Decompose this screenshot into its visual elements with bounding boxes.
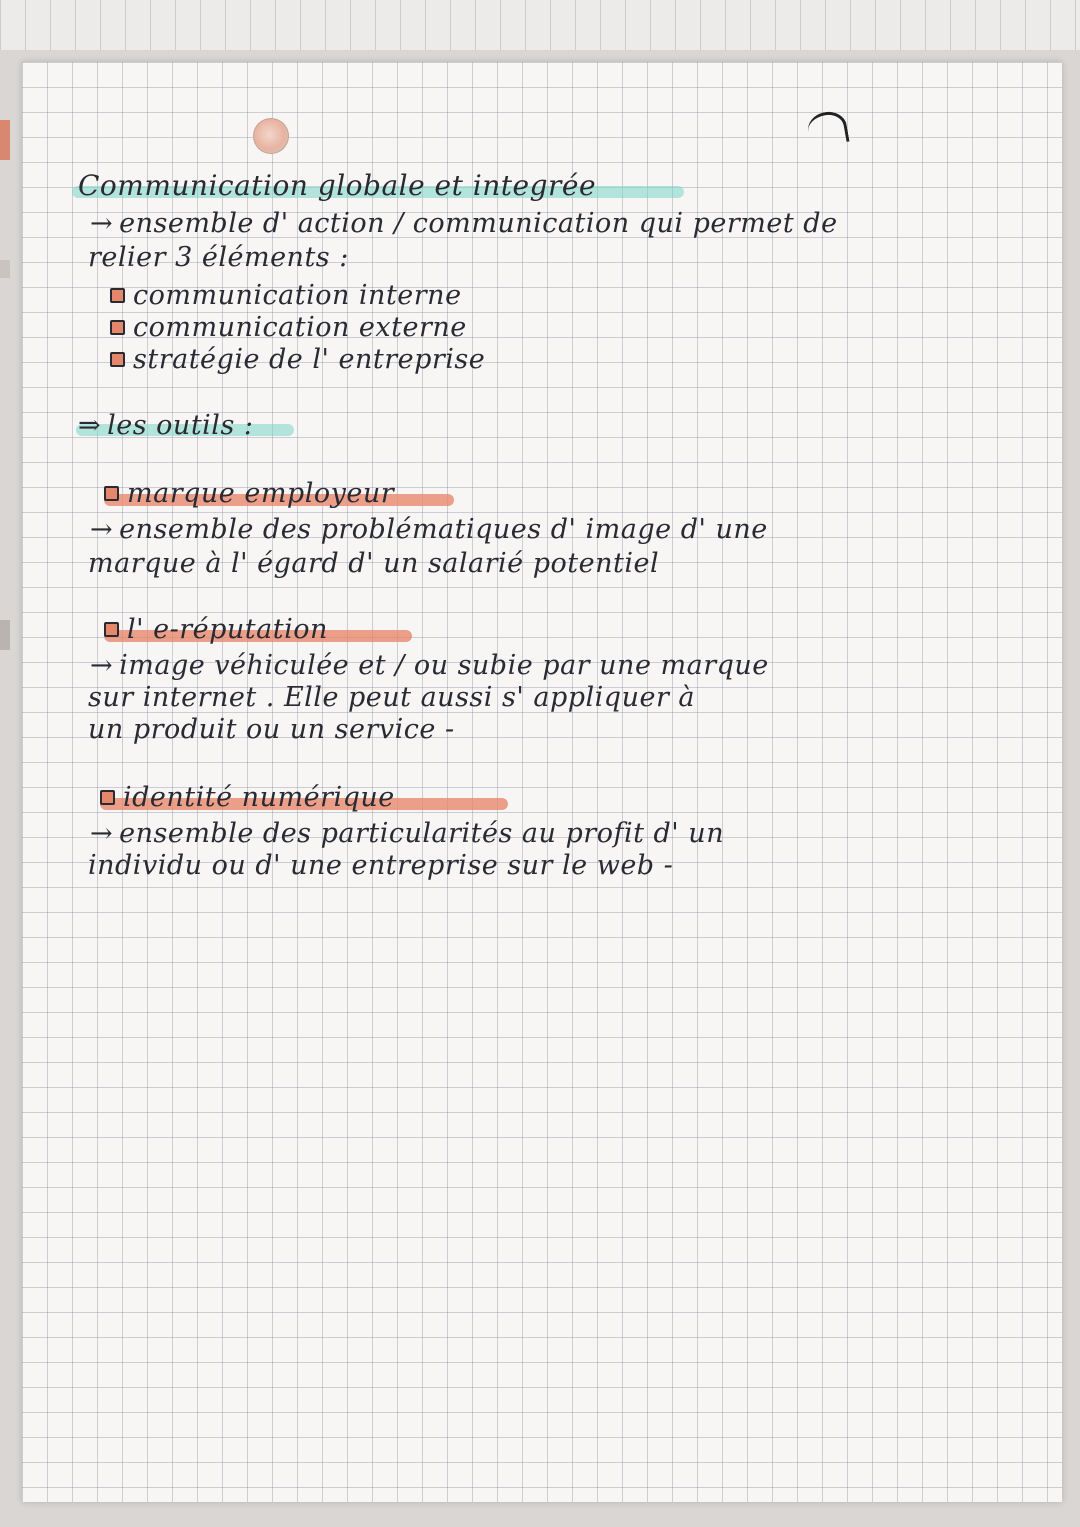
- section-text-line: → ensemble des problématiques d' image d' une: [90, 514, 768, 545]
- list-item: communication externe: [110, 314, 467, 341]
- arrow-icon: →: [90, 208, 114, 239]
- tools-heading: ⇒ les outils :: [78, 410, 254, 441]
- section-text-line: individu ou d' une entreprise sur le web -: [88, 850, 674, 881]
- arrow-icon: →: [90, 514, 114, 545]
- square-bullet-icon: [104, 622, 119, 637]
- page-title: Communication globale et integrée: [78, 169, 597, 202]
- square-bullet-icon: [100, 790, 115, 805]
- section-text-line: → image véhiculée et / ou subie par une marque: [90, 650, 769, 681]
- section-title: l' e-réputation: [104, 616, 328, 643]
- square-bullet-icon: [110, 320, 125, 335]
- square-bullet-icon: [110, 288, 125, 303]
- section-title: identité numérique: [100, 784, 395, 811]
- notebook-top-strip: [0, 0, 1080, 50]
- section-text-line: un produit ou un service -: [88, 714, 455, 745]
- list-item: stratégie de l' entreprise: [110, 346, 485, 373]
- definition-line-1: → ensemble d' action / communication qui permet de: [90, 208, 838, 239]
- arrow-icon: →: [90, 818, 114, 849]
- section-text-line: sur internet . Elle peut aussi s' appliquer à: [88, 682, 696, 713]
- section-text-line: → ensemble des particularités au profit d' un: [90, 818, 725, 849]
- page-edge-marks: [0, 120, 14, 660]
- square-bullet-icon: [104, 486, 119, 501]
- section-text-line: marque à l' égard d' un salarié potentiel: [88, 548, 660, 579]
- section-title: marque employeur: [104, 480, 394, 507]
- double-arrow-icon: ⇒: [78, 410, 102, 441]
- list-item: communication interne: [110, 282, 462, 309]
- punch-hole-icon: [253, 118, 289, 154]
- arrow-icon: →: [90, 650, 114, 681]
- square-bullet-icon: [110, 352, 125, 367]
- definition-line-2: relier 3 éléments :: [88, 242, 349, 273]
